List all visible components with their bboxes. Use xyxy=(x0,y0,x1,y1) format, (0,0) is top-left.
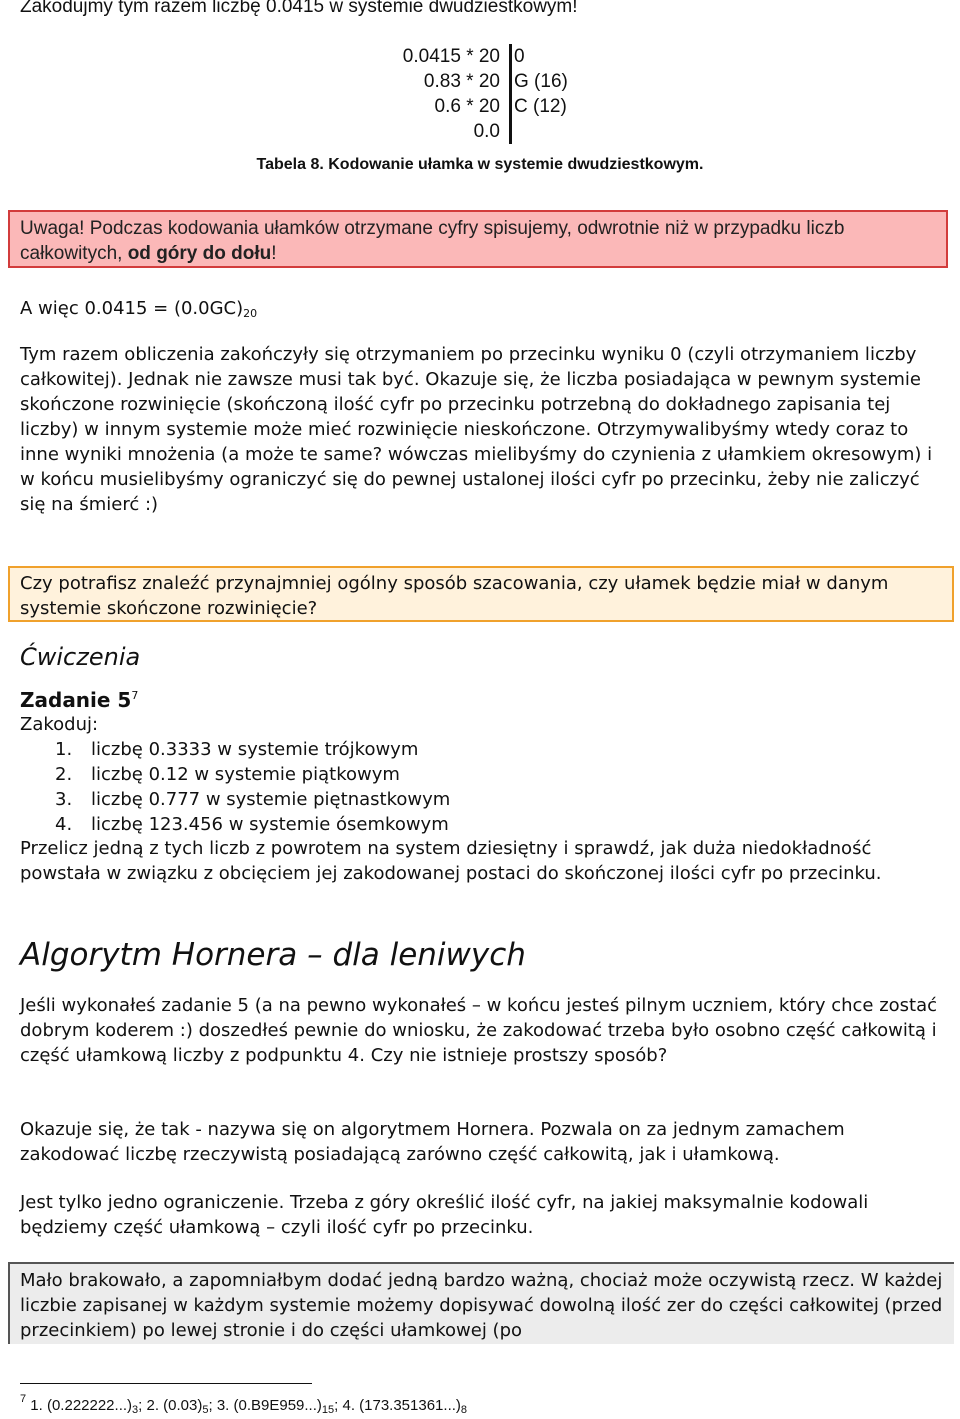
paragraph: Jest tylko jedno ograniczenie. Trzeba z góry określić ilość cyfr, na jakiej maksymalnie kodowali będziemy część ułamkową – czyli ilość cyfr po przecinku. xyxy=(20,1192,869,1238)
item-number: 2. xyxy=(55,764,73,785)
list-item xyxy=(55,737,450,762)
list-item xyxy=(55,787,450,812)
footnote-ref: 7 xyxy=(131,689,139,702)
task-title xyxy=(20,688,945,713)
calc-row xyxy=(300,69,620,94)
table-caption: Tabela 8. Kodowanie ułamka w systemie dwudziestkowym. xyxy=(256,156,704,173)
intro-text: Zakodujmy tym razem liczbę 0.0415 w systemie dwudziestkowym! xyxy=(20,0,578,17)
calc-row xyxy=(300,44,620,69)
footnote-mark: 7 xyxy=(20,1393,27,1405)
task-intro: Zakoduj: xyxy=(20,714,99,735)
exercises-heading: Ćwiczenia xyxy=(20,643,141,671)
calculation-table xyxy=(300,44,620,144)
result-base: 20 xyxy=(243,307,258,320)
item-text: liczbę 0.777 w systemie piętnastkowym xyxy=(91,789,451,810)
warning-emphasis: od góry do dołu xyxy=(127,243,272,264)
item-number: 3. xyxy=(55,789,73,810)
calc-multiplication: 0.83 * 20 xyxy=(423,71,500,92)
paragraph: Jeśli wykonałeś zadanie 5 (a na pewno wykonałeś – w końcu jesteś pilnym uczniem, który chce zostać dobrym koderem :) doszedłeś pewnie do wniosku, że zakodować trzeba było osobno część całkowitą i część ułamkową liczby z podpunktu 4. Czy nie istnieje prostszy sposób? xyxy=(20,995,938,1066)
calc-row xyxy=(300,94,620,119)
footnote-base: 5 xyxy=(202,1404,209,1416)
task-title-text: Zadanie 5 xyxy=(20,688,132,712)
footnote-part: 1. (0.222222...) xyxy=(26,1397,133,1414)
footnote-part: ; 3. (0.B9E959...) xyxy=(208,1397,322,1414)
calc-multiplication: 0.0 xyxy=(473,121,500,142)
calculation-divider xyxy=(509,44,512,144)
task-list xyxy=(55,737,450,837)
note-text: Mało brakowało, a zapomniałbym dodać jedną bardzo ważną, chociaż może oczywistą rzecz. W każdej liczbie zapisanej w każdym systemie możemy dopisywać dowolną ilość zer do części całkowitej (przed przecinkiem) po lewej stronie i do części ułamkowej (po xyxy=(20,1270,943,1341)
result-value: A więc 0.0415 = (0.0GC) xyxy=(20,298,244,319)
footnote xyxy=(20,1395,467,1417)
calc-digit: G (16) xyxy=(514,71,568,92)
warning-box xyxy=(8,210,948,268)
footnote-base: 15 xyxy=(321,1404,335,1416)
paragraph: Okazuje się, że tak - nazywa się on algorytmem Hornera. Pozwala on za jednym zamachem zakodować liczbę rzeczywistą posiadającą zarówno część całkowitą, jak i ułamkową. xyxy=(20,1119,845,1165)
list-item xyxy=(55,762,450,787)
calc-row xyxy=(300,119,620,144)
list-item xyxy=(55,812,450,837)
calc-multiplication: 0.0415 * 20 xyxy=(402,46,500,67)
item-text: liczbę 123.456 w systemie ósemkowym xyxy=(91,814,449,835)
result-line xyxy=(20,296,945,321)
item-number: 1. xyxy=(55,739,73,760)
question-box xyxy=(8,566,954,622)
footnote-base: 3 xyxy=(132,1404,139,1416)
calc-multiplication: 0.6 * 20 xyxy=(434,96,500,117)
paragraph: Tym razem obliczenia zakończyły się otrzymaniem po przecinku wyniku 0 (czyli otrzymaniem liczby całkowitej). Jednak nie zawsze musi tak być. Okazuje się, że liczba posiadająca w pewnym systemie skończone rozwinięcie (skończoną ilość cyfr po przecinku potrzebną do dokładnego zapisania tej liczby) w innym systemie może mieć rozwinięcie nieskończone. Otrzymywalibyśmy wtedy coraz to inne wyniki mnożenia (a może te same? wówczas mielibyśmy do czynienia z ułamkiem okresowym) i w końcu musielibyśmy ograniczyć się do pewnej ustalonej ilości cyfr po przecinku, żeby nie zaliczyć się na śmierć :) xyxy=(20,344,933,515)
note-box xyxy=(8,1262,954,1344)
item-text: liczbę 0.12 w systemie piątkowym xyxy=(91,764,400,785)
footnote-separator xyxy=(20,1383,312,1384)
question-text: Czy potrafisz znaleźć przynajmniej ogólny sposób szacowania, czy ułamek będzie miał w danym systemie skończone rozwinięcie? xyxy=(20,573,889,619)
footnote-part: ; 4. (173.351361...) xyxy=(334,1397,461,1414)
calc-digit: C (12) xyxy=(514,96,567,117)
calc-digit: 0 xyxy=(514,46,525,67)
item-number: 4. xyxy=(55,814,73,835)
footnote-base: 8 xyxy=(460,1404,468,1416)
horner-heading: Algorytm Hornera – dla leniwych xyxy=(20,937,526,973)
warning-text: Uwaga! Podczas kodowania ułamków otrzymane cyfry spisujemy, odwrotnie niż w przypadku liczb całkowitych, xyxy=(20,218,845,264)
warning-end: ! xyxy=(271,243,277,264)
task-outro: Przelicz jedną z tych liczb z powrotem na system dziesiętny i sprawdź, jak duża niedokładność powstała w związku z obcięciem jej zakodowanej postaci do skończonej ilości cyfr po przecinku. xyxy=(20,838,882,884)
footnote-part: ; 2. (0.03) xyxy=(138,1397,203,1414)
item-text: liczbę 0.3333 w systemie trójkowym xyxy=(91,739,419,760)
